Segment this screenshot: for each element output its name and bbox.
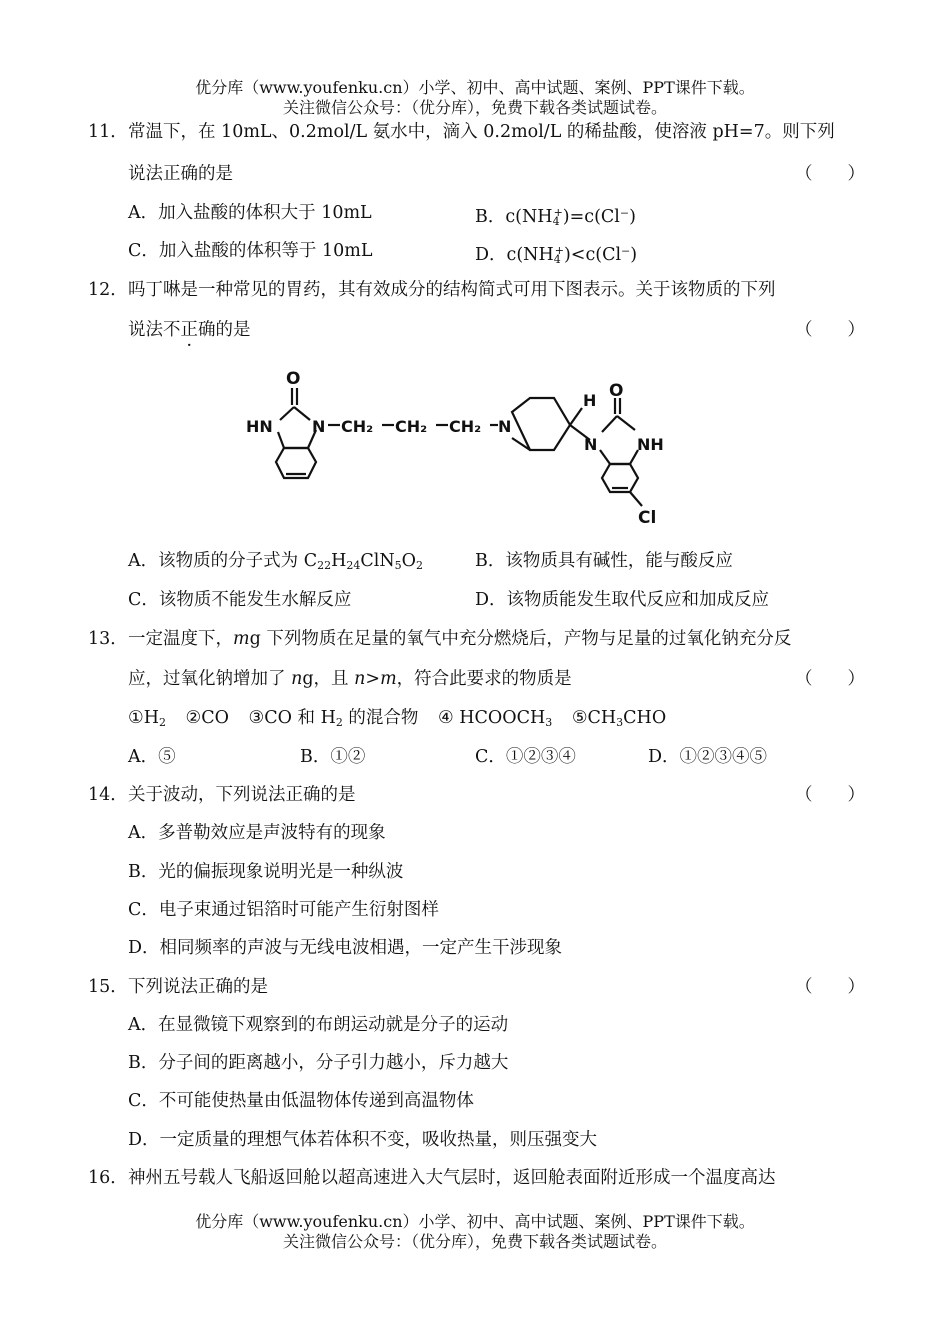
emphasized-text: 不正确 [163, 320, 216, 340]
atom-H: H [583, 391, 597, 410]
option-b: B．光的偏振现象说明光是一种纵波 [128, 862, 404, 882]
option-d: D．相同频率的声波与无线电波相遇，一定产生干涉现象 [128, 938, 563, 958]
chain-ch2-3: CH₂ [449, 417, 482, 436]
option-d: D．该物质能发生取代反应和加成反应 [475, 590, 770, 610]
question-11 [88, 120, 863, 144]
question-16 [88, 1166, 863, 1190]
banner-line-2: 关注微信公众号：（优分库），免费下载各类试题试卷。 [282, 1232, 667, 1251]
question-number: 13． [88, 629, 128, 649]
answer-blank: （ ） [795, 164, 865, 184]
option-c: C．该物质不能发生水解反应 [128, 590, 352, 610]
answer-blank: （ ） [795, 785, 865, 805]
question-12 [88, 278, 863, 302]
option-b: B．①② [300, 747, 366, 767]
question-15 [88, 975, 863, 999]
question-11-text-line2: 说法正确的是 [128, 164, 233, 184]
question-text: 下列说法正确的是 [128, 977, 268, 997]
option-b: B．该物质具有碱性，能与酸反应 [475, 551, 733, 571]
atom-NH: NH [637, 435, 664, 454]
question-text: 常温下，在 10mL、0.2mol/L 氨水中，滴入 0.2mol/L 的稀盐酸，使溶液 pH=7。则下列 [128, 122, 835, 142]
option-b: B．分子间的距离越小，分子引力越小，斥力越大 [128, 1053, 509, 1073]
atom-HN: HN [246, 417, 273, 436]
question-number: 12． [88, 280, 128, 300]
question-number: 11． [88, 122, 128, 142]
question-12-text-line2: 说法不正确的是 [128, 320, 251, 340]
option-d: D．一定质量的理想气体若体积不变，吸收热量，则压强变大 [128, 1130, 598, 1150]
question-number: 16． [88, 1168, 128, 1188]
atom-N3: N [584, 435, 598, 454]
option-a: A．该物质的分子式为 $C_{22}H_{24}ClN_5O_2$ [128, 551, 424, 572]
option-a: A．多普勒效应是声波特有的现象 [128, 823, 386, 843]
atom-O2: O [609, 381, 624, 401]
question-number: 14． [88, 785, 128, 805]
atom-N2: N [498, 417, 512, 436]
question-14 [88, 783, 863, 807]
option-d: D．①②③④⑤ [648, 747, 768, 767]
question-13: 13．一定温度下，mg 下列物质在足量的氧气中充分燃烧后，产物与足量的过氧化钠充分反 [88, 629, 792, 649]
question-text: 吗丁啉是一种常见的胃药，其有效成分的结构简式可用下图表示。关于该物质的下列 [128, 280, 776, 300]
atom-Cl: Cl [638, 508, 657, 528]
answer-blank: （ ） [795, 320, 865, 340]
question-text: 神州五号载人飞船返回舱以超高速进入大气层时，返回舱表面附近形成一个温度高达 [128, 1168, 776, 1188]
chain-ch2-2: CH₂ [395, 417, 428, 436]
option-c: C．①②③④ [475, 747, 576, 767]
atom-O1: O [286, 369, 301, 389]
answer-blank: （ ） [795, 669, 865, 689]
option-a: A．⑤ [128, 747, 176, 767]
option-d: D．$c(NH_4^+)<c(Cl^-)$ [475, 244, 638, 266]
footer-banner [0, 1212, 950, 1252]
chain-ch2-1: CH₂ [341, 417, 374, 436]
option-c: C．不可能使热量由低温物体传递到高温物体 [128, 1091, 474, 1111]
question-13-text-line2: 应，过氧化钠增加了 ng，且 n>m，符合此要求的物质是 [128, 669, 572, 689]
option-a: A．加入盐酸的体积大于 10mL [128, 203, 372, 223]
answer-blank: （ ） [795, 977, 865, 997]
substance-list: $①H_2$ ②CO ③CO 和 $H_2$ 的混合物 ④ $HCOOCH_3$ $⑤CH_3CHO$ [128, 708, 667, 729]
molecular-structure-diagram [240, 360, 680, 530]
option-b: B．$c(NH_4^+)=c(Cl^-)$ [475, 206, 636, 228]
banner-line-1: 优分库（www.youfenku.cn）小学、初中、高中试题、案例、PPT课件下载。 [195, 78, 755, 97]
option-c: C．加入盐酸的体积等于 10mL [128, 241, 373, 261]
option-c: C．电子束通过铝箔时可能产生衍射图样 [128, 900, 439, 920]
option-a: A．在显微镜下观察到的布朗运动就是分子的运动 [128, 1015, 509, 1035]
banner-line-1: 优分库（www.youfenku.cn）小学、初中、高中试题、案例、PPT课件下载。 [195, 1212, 755, 1231]
question-number: 15． [88, 977, 128, 997]
banner-line-2: 关注微信公众号：（优分库），免费下载各类试题试卷。 [282, 98, 667, 117]
atom-N1: N [312, 417, 326, 436]
header-banner [0, 78, 950, 118]
question-text: 关于波动，下列说法正确的是 [128, 785, 356, 805]
